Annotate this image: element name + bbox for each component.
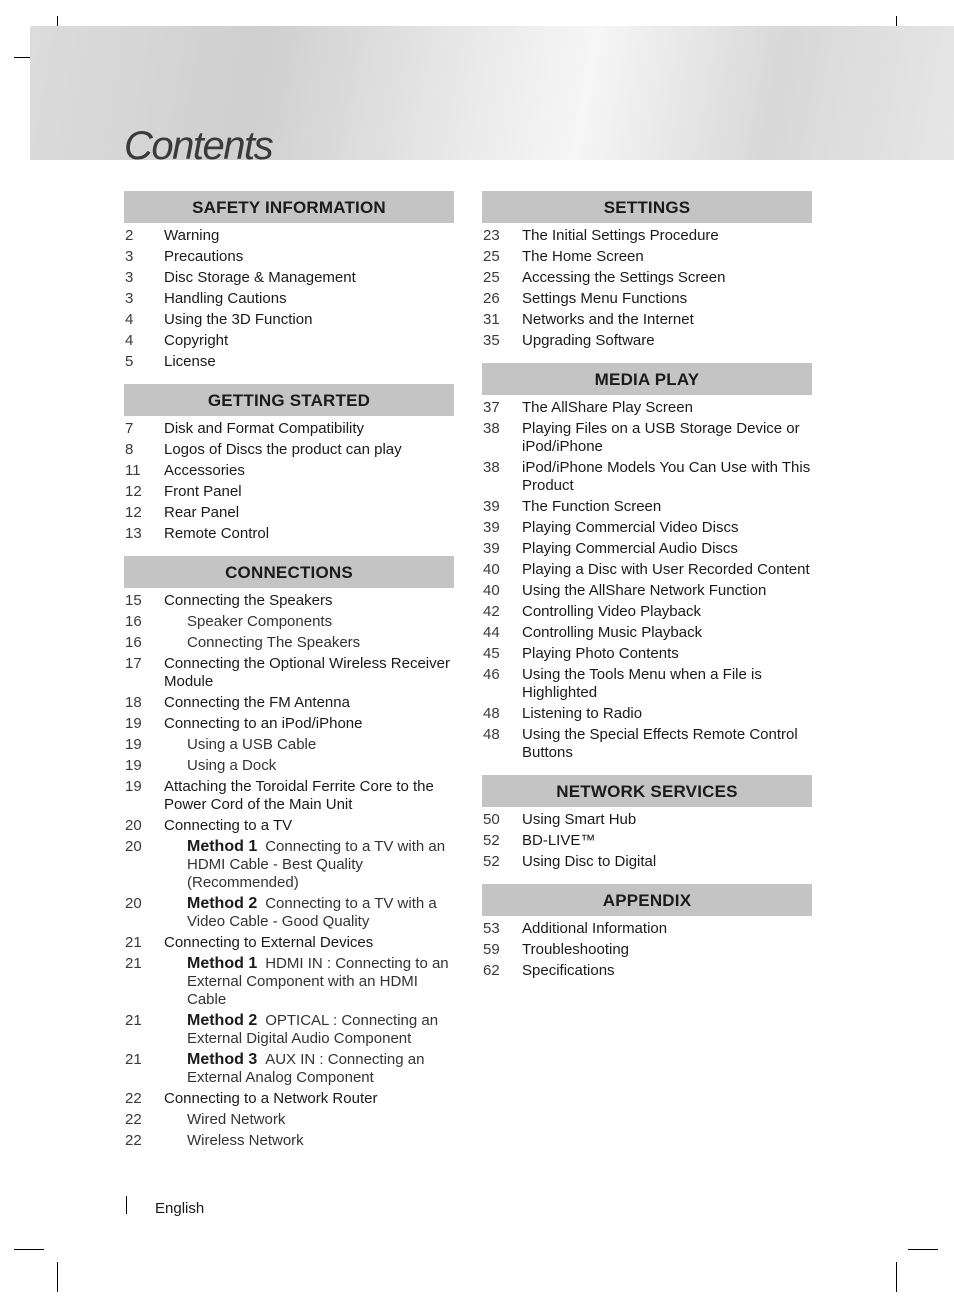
toc-entry[interactable] [124,332,454,350]
toc-entry[interactable] [124,353,454,371]
toc-entry[interactable] [124,778,454,814]
footer-language: English [155,1200,205,1217]
page-number: 35 [483,332,500,349]
entry-title: Precautions [164,248,244,265]
toc-entry[interactable] [482,603,812,621]
method-description: OPTICAL : Connecting an External Digital Audio Component [187,1012,439,1047]
toc-entry[interactable] [124,715,454,733]
page-number: 7 [125,420,134,437]
entry-title: iPod/iPhone Models You Can Use with This Product [522,459,811,494]
toc-entry[interactable] [482,811,812,829]
toc-entry[interactable] [482,645,812,663]
entry-title: Connecting to a Network Router [164,1090,378,1107]
page-number: 21 [125,1012,142,1029]
toc-entry[interactable] [482,399,812,417]
entry-title: Additional Information [522,920,668,937]
section-heading: CONNECTIONS [124,556,454,588]
page-number: 12 [125,483,142,500]
page-number: 19 [125,778,142,795]
entry-title: Playing Commercial Audio Discs [522,540,738,557]
page-number: 2 [125,227,134,244]
toc-entry[interactable] [482,332,812,350]
toc-entry[interactable] [124,1012,454,1048]
method-label: Method 1 [187,955,258,972]
entry-title: Playing Commercial Video Discs [522,519,739,536]
entry-title: Playing a Disc with User Recorded Content [522,561,810,578]
page-number: 39 [483,498,500,515]
toc-entry[interactable] [124,592,454,610]
toc-entry[interactable] [482,624,812,642]
entry-title: Wired Network [187,1111,286,1128]
toc-entry[interactable] [124,757,454,775]
entry-title: Using a USB Cable [187,736,317,753]
page-number: 18 [125,694,142,711]
section-heading: MEDIA PLAY [482,363,812,395]
entry-title: Wireless Network [187,1132,304,1149]
page-number: 15 [125,592,142,609]
entry-title: Controlling Music Playback [522,624,703,641]
page-number: 4 [125,332,134,349]
page-number: 16 [125,634,142,651]
toc-entry[interactable] [124,525,454,543]
toc-column-left [124,191,454,1163]
entry-title: Playing Files on a USB Storage Device or iPod/iPhone [522,420,800,455]
toc-entry[interactable] [124,613,454,631]
page-number: 3 [125,290,134,307]
method-label: Method 3 [187,1051,258,1068]
page-number: 40 [483,561,500,578]
entry-title: License [164,353,216,370]
entry-title: Copyright [164,332,229,349]
page-number: 50 [483,811,500,828]
entry-title: Using the Tools Menu when a File is Highlighted [522,666,762,701]
entry-title: Networks and the Internet [522,311,694,328]
toc-section [482,884,812,980]
toc-entry[interactable] [124,269,454,287]
entry-title: Using Smart Hub [522,811,637,828]
toc-entry[interactable] [482,705,812,723]
toc-entry[interactable] [124,817,454,835]
method-description: AUX IN : Connecting an External Analog Component [187,1051,425,1086]
toc-entry[interactable] [482,920,812,938]
toc-entry[interactable] [482,519,812,537]
entry-title: Connecting to a TV [164,817,293,834]
toc-entry[interactable] [482,853,812,871]
entry-title: Handling Cautions [164,290,287,307]
crop-mark [908,1249,938,1250]
toc-section [124,191,454,371]
toc-entry[interactable] [482,941,812,959]
page-number: 48 [483,726,500,743]
entry-title: Connecting the Optional Wireless Receiver Module [164,655,450,690]
method-description: Connecting to a TV with an HDMI Cable - Best Quality (Recommended) [187,838,446,891]
page-number: 22 [125,1111,142,1128]
toc-entry[interactable] [124,1051,454,1087]
entry-title: BD-LIVE™ [522,832,596,849]
page-number: 5 [125,353,134,370]
entry-title: Listening to Radio [522,705,643,722]
entry-title: Front Panel [164,483,242,500]
page-number: 42 [483,603,500,620]
entry-title: The Home Screen [522,248,644,265]
toc-section [482,363,812,762]
toc-entry[interactable] [124,838,454,892]
crop-mark [896,1262,897,1292]
page-number: 38 [483,459,500,476]
page-number: 39 [483,519,500,536]
page-number: 39 [483,540,500,557]
page-number: 46 [483,666,500,683]
page-number: 8 [125,441,134,458]
toc-entry[interactable] [124,736,454,754]
entry-title: Connecting The Speakers [187,634,361,651]
entry-title: Connecting to an iPod/iPhone [164,715,363,732]
entry-title: Upgrading Software [522,332,655,349]
entry-title: Attaching the Toroidal Ferrite Core to the Power Cord of the Main Unit [164,778,434,813]
entry-title: Settings Menu Functions [522,290,688,307]
toc-entry[interactable] [124,895,454,931]
page-number: 48 [483,705,500,722]
entry-title: The Function Screen [522,498,662,515]
toc-entry[interactable] [124,504,454,522]
entry-title: Using the Special Effects Remote Control Buttons [522,726,798,761]
page-number: 38 [483,420,500,437]
page-number: 44 [483,624,500,641]
method-label: Method 2 [187,1012,258,1029]
entry-title: Connecting to External Devices [164,934,374,951]
entry-title: Specifications [522,962,615,979]
toc-column-right [482,191,812,993]
toc-entry[interactable] [124,227,454,245]
toc-entry[interactable] [482,311,812,329]
section-heading: GETTING STARTED [124,384,454,416]
page-number: 22 [125,1132,142,1149]
page-number: 21 [125,934,142,951]
section-heading: NETWORK SERVICES [482,775,812,807]
method-description: HDMI IN : Connecting to an External Component with an HDMI Cable [187,955,449,1008]
toc-entry[interactable] [482,726,812,762]
toc-entry[interactable] [482,248,812,266]
entry-title: Using Disc to Digital [522,853,657,870]
toc-entry[interactable] [124,420,454,438]
entry-title: Disc Storage & Management [164,269,356,286]
entry-title [187,838,454,892]
toc-entry[interactable] [482,498,812,516]
toc-entry[interactable] [482,832,812,850]
page-number: 20 [125,838,142,855]
entry-title: The AllShare Play Screen [522,399,693,416]
page-number: 45 [483,645,500,662]
entry-title: Remote Control [164,525,270,542]
crop-mark [14,1249,44,1250]
toc-entry[interactable] [124,483,454,501]
entry-title: Using the AllShare Network Function [522,582,767,599]
page-number: 52 [483,853,500,870]
entry-title [187,1012,454,1048]
page-number: 53 [483,920,500,937]
page-number: 20 [125,817,142,834]
page-number: 3 [125,269,134,286]
entry-title: Logos of Discs the product can play [164,441,402,458]
footer-divider [126,1196,127,1214]
section-heading: APPENDIX [482,884,812,916]
toc-section [482,775,812,871]
page-number: 16 [125,613,142,630]
toc-entry[interactable] [124,1132,454,1150]
toc-entry[interactable] [124,1111,454,1129]
toc-entry[interactable] [482,540,812,558]
crop-mark [57,1262,58,1292]
toc-entry[interactable] [482,962,812,980]
entry-title: Connecting the FM Antenna [164,694,350,711]
entry-title: Disk and Format Compatibility [164,420,365,437]
toc-entry[interactable] [124,311,454,329]
toc-entry[interactable] [482,459,812,495]
page-number: 59 [483,941,500,958]
toc-entry[interactable] [124,934,454,952]
page-number: 22 [125,1090,142,1107]
page-number: 40 [483,582,500,599]
page-number: 11 [125,462,141,479]
page-number: 25 [483,269,500,286]
entry-title: Rear Panel [164,504,240,521]
section-heading: SETTINGS [482,191,812,223]
page-number: 13 [125,525,142,542]
page-number: 20 [125,895,142,912]
page-number: 52 [483,832,500,849]
toc-entry[interactable] [124,462,454,480]
section-heading: SAFETY INFORMATION [124,191,454,223]
page-number: 21 [125,955,142,972]
toc-entry[interactable] [482,561,812,579]
method-label: Method 2 [187,895,258,912]
toc-entry[interactable] [124,634,454,652]
page-title: Contents [124,124,273,168]
method-label: Method 1 [187,838,258,855]
page-number: 19 [125,736,142,753]
toc-section [124,384,454,543]
page-number: 17 [125,655,142,672]
entry-title [187,955,454,1009]
toc-entry[interactable] [124,694,454,712]
toc-entry[interactable] [482,666,812,702]
toc-entry[interactable] [124,290,454,308]
toc-section [482,191,812,350]
entry-title: The Initial Settings Procedure [522,227,719,244]
page-number: 3 [125,248,134,265]
page-number: 12 [125,504,142,521]
toc-section [124,556,454,1150]
page-number: 25 [483,248,500,265]
page-number: 23 [483,227,500,244]
toc-entry[interactable] [482,420,812,456]
toc-entry[interactable] [124,655,454,691]
page-number: 4 [125,311,134,328]
entry-title: Speaker Components [187,613,333,630]
entry-title: Using the 3D Function [164,311,313,328]
entry-title [187,895,454,931]
method-description: Connecting to a TV with a Video Cable - Good Quality [187,895,437,930]
toc-entry[interactable] [124,248,454,266]
toc-entry[interactable] [482,582,812,600]
page-number: 37 [483,399,500,416]
toc-entry[interactable] [482,290,812,308]
toc-entry[interactable] [482,269,812,287]
toc-entry[interactable] [124,1090,454,1108]
entry-title [187,1051,454,1087]
page-number: 19 [125,715,142,732]
page-number: 26 [483,290,500,307]
entry-title: Connecting the Speakers [164,592,333,609]
toc-entry[interactable] [124,441,454,459]
entry-title: Troubleshooting [522,941,630,958]
entry-title: Accessing the Settings Screen [522,269,726,286]
entry-title: Controlling Video Playback [522,603,701,620]
page-number: 19 [125,757,142,774]
toc-entry[interactable] [482,227,812,245]
entry-title: Using a Dock [187,757,277,774]
page-number: 62 [483,962,500,979]
entry-title: Playing Photo Contents [522,645,679,662]
page-number: 31 [483,311,500,328]
page-number: 21 [125,1051,142,1068]
toc-entry[interactable] [124,955,454,1009]
entry-title: Accessories [164,462,245,479]
entry-title: Warning [164,227,220,244]
